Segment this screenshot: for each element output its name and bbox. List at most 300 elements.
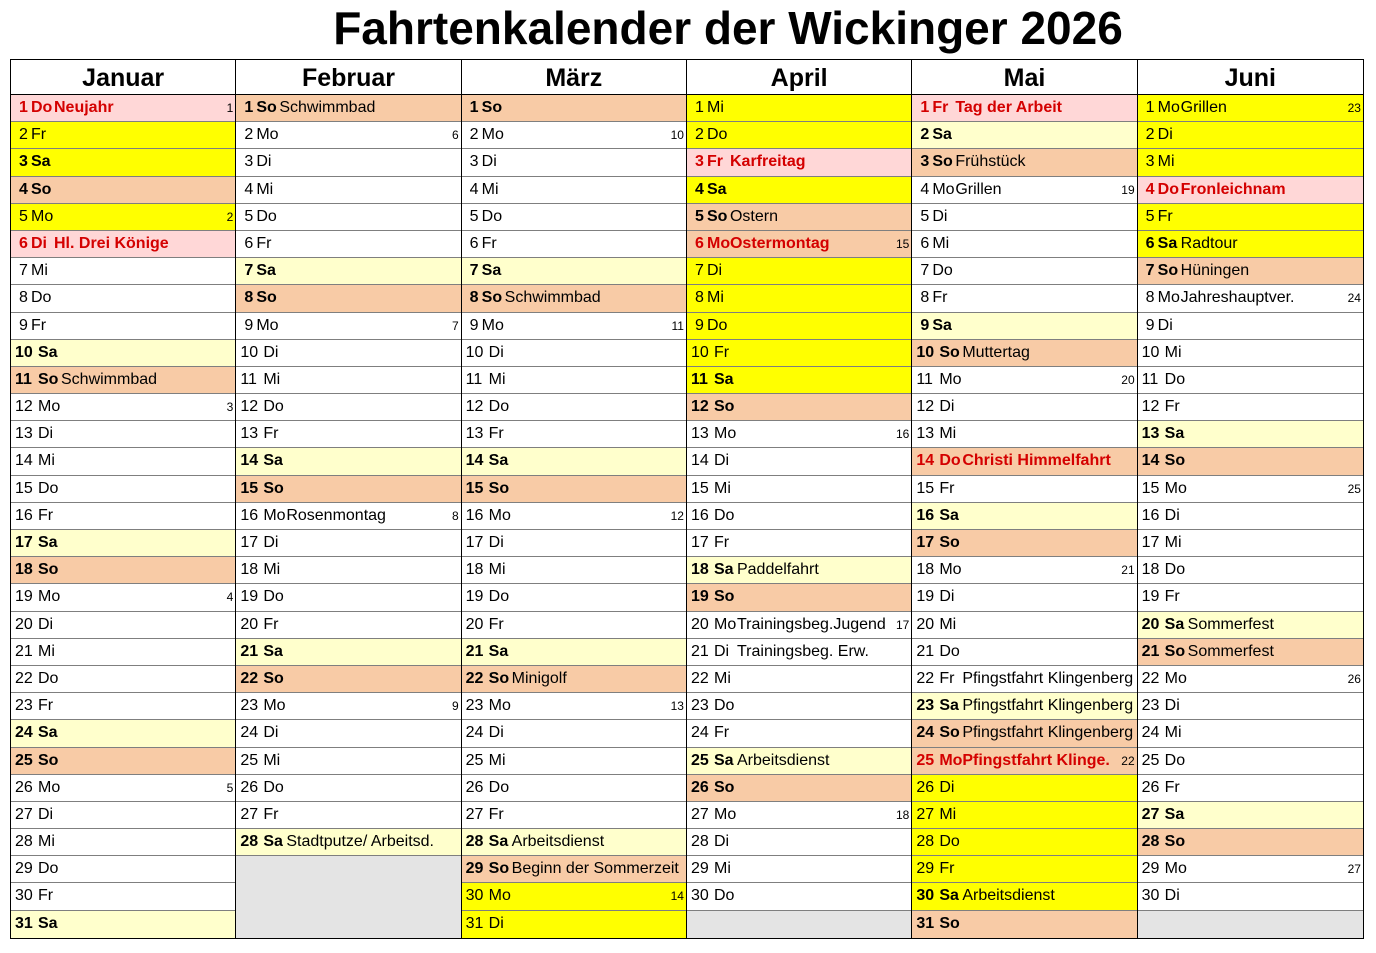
weekday: Sa bbox=[38, 534, 58, 551]
day-cell[interactable] bbox=[687, 883, 911, 910]
weekday: Mi bbox=[713, 479, 731, 497]
day-number: 26 bbox=[240, 778, 259, 796]
day-cell[interactable] bbox=[1138, 448, 1363, 475]
day-cell[interactable] bbox=[462, 231, 686, 258]
weekday: Fr bbox=[481, 234, 497, 252]
day-cell[interactable] bbox=[236, 149, 460, 176]
day-cell[interactable] bbox=[1138, 666, 1363, 693]
event-label: Pfingstfahrt Klingenberg bbox=[962, 724, 1134, 742]
day-cell[interactable] bbox=[11, 313, 235, 340]
day-cell[interactable] bbox=[912, 476, 1136, 503]
day-cell[interactable] bbox=[912, 748, 1136, 775]
day-number: 28 bbox=[916, 833, 935, 851]
day-cell[interactable] bbox=[687, 693, 911, 720]
day-cell[interactable] bbox=[236, 829, 460, 856]
day-cell[interactable] bbox=[11, 448, 235, 475]
day-cell[interactable] bbox=[236, 231, 460, 258]
day-cell[interactable] bbox=[11, 476, 235, 503]
weekday: Fr bbox=[713, 534, 730, 551]
day-number: 22 bbox=[1141, 669, 1160, 687]
day-cell[interactable] bbox=[687, 367, 911, 394]
weekday: Mo bbox=[939, 370, 962, 388]
day-cell[interactable] bbox=[1138, 693, 1363, 720]
day-cell[interactable] bbox=[11, 258, 235, 285]
day-number: 30 bbox=[690, 887, 709, 905]
day-cell[interactable] bbox=[236, 285, 460, 312]
day-cell[interactable] bbox=[687, 476, 911, 503]
day-cell[interactable] bbox=[236, 693, 460, 720]
month-column-februar bbox=[236, 60, 461, 938]
day-cell[interactable] bbox=[11, 285, 235, 312]
event-label: Schwimmbad bbox=[61, 370, 158, 388]
day-cell[interactable] bbox=[687, 720, 911, 747]
day-cell[interactable] bbox=[11, 231, 235, 258]
day-cell[interactable] bbox=[11, 639, 235, 666]
day-cell[interactable] bbox=[1138, 883, 1363, 910]
day-cell[interactable] bbox=[912, 883, 1136, 910]
day-cell[interactable] bbox=[236, 639, 460, 666]
day-cell[interactable] bbox=[236, 666, 460, 693]
weekday: Fr bbox=[263, 425, 279, 443]
day-cell[interactable] bbox=[11, 584, 235, 611]
day-cell[interactable] bbox=[11, 693, 235, 720]
day-cell[interactable] bbox=[912, 856, 1136, 883]
day-cell[interactable] bbox=[1138, 122, 1363, 149]
weekday: Fr bbox=[38, 697, 54, 715]
event-label: Hl. Drei Könige bbox=[54, 234, 169, 252]
day-cell[interactable] bbox=[462, 883, 686, 910]
day-cell[interactable] bbox=[687, 421, 911, 448]
day-cell[interactable] bbox=[462, 584, 686, 611]
day-cell[interactable] bbox=[912, 693, 1136, 720]
weekday: Do bbox=[939, 833, 960, 851]
day-number: 5 bbox=[920, 207, 930, 225]
weekday: Fr bbox=[939, 669, 955, 687]
day-number: 5 bbox=[694, 207, 704, 225]
weekday: Di bbox=[706, 262, 723, 280]
weekday: Mi bbox=[263, 751, 281, 769]
weekday: So bbox=[488, 669, 510, 687]
day-cell[interactable] bbox=[236, 313, 460, 340]
day-cell[interactable] bbox=[11, 829, 235, 856]
day-number: 8 bbox=[694, 289, 704, 307]
day-number: 9 bbox=[920, 316, 930, 334]
day-number: 20 bbox=[690, 615, 709, 633]
day-cell[interactable] bbox=[236, 748, 460, 775]
day-cell[interactable] bbox=[912, 313, 1136, 340]
day-cell[interactable] bbox=[462, 340, 686, 367]
day-cell[interactable] bbox=[1138, 476, 1363, 503]
day-number: 10 bbox=[15, 343, 33, 361]
weekday: Di bbox=[481, 153, 497, 171]
day-cell[interactable] bbox=[462, 476, 686, 503]
day-cell[interactable] bbox=[1138, 258, 1363, 285]
day-cell[interactable] bbox=[462, 693, 686, 720]
day-cell[interactable] bbox=[912, 584, 1136, 611]
day-cell[interactable] bbox=[687, 856, 911, 883]
day-number: 31 bbox=[916, 914, 935, 932]
day-cell[interactable] bbox=[11, 530, 235, 557]
day-cell[interactable] bbox=[1138, 557, 1363, 584]
day-number: 26 bbox=[1141, 778, 1160, 796]
day-number: 30 bbox=[465, 887, 484, 905]
month-header: April bbox=[687, 60, 911, 95]
day-cell[interactable] bbox=[11, 612, 235, 639]
day-cell[interactable] bbox=[1138, 231, 1363, 258]
day-number: 26 bbox=[916, 778, 935, 796]
day-cell[interactable] bbox=[462, 666, 686, 693]
weekday: Do bbox=[31, 289, 52, 307]
day-cell[interactable] bbox=[1138, 748, 1363, 775]
day-number: 8 bbox=[1145, 289, 1155, 307]
day-cell[interactable] bbox=[11, 204, 235, 231]
day-cell[interactable] bbox=[687, 204, 911, 231]
weekday: Sa bbox=[706, 180, 727, 198]
day-number: 14 bbox=[1141, 452, 1160, 470]
day-cell[interactable] bbox=[462, 95, 686, 122]
day-cell[interactable] bbox=[462, 639, 686, 666]
day-cell[interactable] bbox=[236, 530, 460, 557]
day-cell[interactable] bbox=[236, 95, 460, 122]
day-number: 9 bbox=[694, 316, 704, 334]
day-cell[interactable] bbox=[1138, 829, 1363, 856]
day-cell[interactable] bbox=[462, 122, 686, 149]
day-number: 31 bbox=[465, 914, 484, 932]
day-cell[interactable] bbox=[236, 340, 460, 367]
day-number: 19 bbox=[465, 588, 484, 606]
day-cell[interactable] bbox=[912, 666, 1136, 693]
day-cell[interactable] bbox=[462, 149, 686, 176]
weekday: So bbox=[481, 99, 503, 116]
day-cell[interactable] bbox=[11, 666, 235, 693]
day-cell[interactable] bbox=[687, 666, 911, 693]
week-number: 9 bbox=[451, 699, 459, 714]
weekday: Fr bbox=[713, 724, 730, 742]
event-label: Arbeitsdienst bbox=[511, 833, 605, 851]
day-cell[interactable] bbox=[236, 367, 460, 394]
day-cell[interactable] bbox=[912, 802, 1136, 829]
day-number: 17 bbox=[240, 534, 259, 551]
day-cell[interactable] bbox=[1138, 313, 1363, 340]
day-cell[interactable] bbox=[687, 340, 911, 367]
day-cell[interactable] bbox=[11, 748, 235, 775]
day-cell[interactable] bbox=[462, 258, 686, 285]
week-number: 25 bbox=[1347, 481, 1361, 496]
day-cell[interactable] bbox=[687, 122, 911, 149]
day-number: 29 bbox=[1141, 860, 1160, 878]
day-cell[interactable] bbox=[687, 557, 911, 584]
weekday: So bbox=[932, 153, 953, 171]
day-cell[interactable] bbox=[912, 503, 1136, 530]
day-number: 31 bbox=[15, 914, 33, 932]
weekday: Fr bbox=[1164, 588, 1180, 606]
day-cell[interactable] bbox=[687, 802, 911, 829]
day-number: 1 bbox=[244, 99, 254, 116]
day-number: 18 bbox=[15, 561, 33, 579]
day-number: 13 bbox=[916, 425, 935, 443]
day-cell[interactable] bbox=[462, 448, 686, 475]
day-cell[interactable] bbox=[687, 530, 911, 557]
day-number: 1 bbox=[920, 99, 930, 116]
day-cell[interactable] bbox=[236, 204, 460, 231]
weekday: Do bbox=[1157, 180, 1179, 198]
day-cell[interactable] bbox=[912, 557, 1136, 584]
day-cell[interactable] bbox=[11, 95, 235, 122]
day-cell[interactable] bbox=[687, 258, 911, 285]
day-cell[interactable] bbox=[1138, 285, 1363, 312]
day-cell[interactable] bbox=[912, 829, 1136, 856]
day-cell[interactable] bbox=[687, 748, 911, 775]
day-cell[interactable] bbox=[912, 285, 1136, 312]
day-cell[interactable] bbox=[687, 775, 911, 802]
week-number: 21 bbox=[1121, 563, 1135, 578]
day-cell[interactable] bbox=[462, 856, 686, 883]
day-cell[interactable] bbox=[236, 421, 460, 448]
day-cell[interactable] bbox=[462, 204, 686, 231]
weekday: Fr bbox=[713, 343, 730, 361]
event-label: Fronleichnam bbox=[1180, 180, 1286, 198]
day-cell[interactable] bbox=[11, 911, 235, 938]
day-cell[interactable] bbox=[912, 639, 1136, 666]
day-cell[interactable] bbox=[462, 313, 686, 340]
weekday: Sa bbox=[932, 316, 952, 334]
day-cell[interactable] bbox=[912, 149, 1136, 176]
weekday: Di bbox=[488, 724, 504, 742]
month-column-märz bbox=[462, 60, 687, 938]
weekday: Do bbox=[1164, 370, 1186, 388]
day-cell[interactable] bbox=[11, 856, 235, 883]
day-number: 26 bbox=[465, 778, 484, 796]
day-cell[interactable] bbox=[687, 95, 911, 122]
day-cell[interactable] bbox=[11, 149, 235, 176]
day-cell[interactable] bbox=[1138, 367, 1363, 394]
day-number: 28 bbox=[1141, 833, 1160, 851]
day-cell[interactable] bbox=[462, 177, 686, 204]
day-cell[interactable] bbox=[912, 258, 1136, 285]
day-cell[interactable] bbox=[236, 802, 460, 829]
day-cell[interactable] bbox=[687, 639, 911, 666]
day-cell[interactable] bbox=[687, 584, 911, 611]
day-number: 6 bbox=[469, 234, 479, 252]
week-number: 20 bbox=[1121, 372, 1135, 387]
day-number: 21 bbox=[690, 642, 709, 660]
day-cell[interactable] bbox=[11, 340, 235, 367]
day-cell[interactable] bbox=[236, 775, 460, 802]
day-cell[interactable] bbox=[236, 177, 460, 204]
day-number: 23 bbox=[15, 697, 33, 715]
day-cell[interactable] bbox=[1138, 802, 1363, 829]
day-cell[interactable] bbox=[1138, 612, 1363, 639]
day-number: 11 bbox=[916, 370, 933, 388]
day-cell[interactable] bbox=[912, 448, 1136, 475]
day-cell[interactable] bbox=[1138, 149, 1363, 176]
day-cell[interactable] bbox=[912, 367, 1136, 394]
day-cell[interactable] bbox=[236, 503, 460, 530]
day-cell[interactable] bbox=[462, 802, 686, 829]
weekday: Mi bbox=[1164, 534, 1182, 551]
day-cell[interactable] bbox=[236, 122, 460, 149]
day-cell[interactable] bbox=[912, 720, 1136, 747]
weekday: Sa bbox=[713, 370, 734, 388]
week-number: 1 bbox=[226, 101, 234, 115]
month-column-januar bbox=[11, 60, 236, 938]
day-cell[interactable] bbox=[11, 394, 235, 421]
day-cell[interactable] bbox=[1138, 856, 1363, 883]
day-cell[interactable] bbox=[462, 775, 686, 802]
weekday: Do bbox=[932, 262, 953, 280]
day-number: 28 bbox=[240, 833, 259, 851]
weekday: So bbox=[488, 479, 510, 497]
day-cell[interactable] bbox=[462, 911, 686, 938]
day-cell[interactable] bbox=[1138, 503, 1363, 530]
day-cell[interactable] bbox=[1138, 775, 1363, 802]
day-cell[interactable] bbox=[687, 149, 911, 176]
weekday: Mo bbox=[1164, 669, 1187, 687]
day-cell[interactable] bbox=[11, 802, 235, 829]
day-number: 7 bbox=[244, 262, 254, 280]
day-number: 25 bbox=[916, 751, 935, 769]
event-label: Radtour bbox=[1180, 234, 1238, 252]
weekday: Di bbox=[488, 914, 504, 932]
day-number: 27 bbox=[465, 805, 484, 823]
day-cell[interactable] bbox=[236, 612, 460, 639]
weekday: Mo bbox=[713, 425, 737, 443]
weekday: So bbox=[939, 914, 960, 932]
day-cell[interactable] bbox=[687, 231, 911, 258]
day-number: 2 bbox=[469, 126, 479, 144]
day-cell[interactable] bbox=[11, 421, 235, 448]
day-number: 7 bbox=[19, 262, 28, 280]
day-cell[interactable] bbox=[462, 612, 686, 639]
day-cell[interactable] bbox=[236, 258, 460, 285]
day-number: 8 bbox=[19, 289, 28, 307]
day-cell[interactable] bbox=[11, 883, 235, 910]
day-cell[interactable] bbox=[462, 829, 686, 856]
day-cell[interactable] bbox=[236, 394, 460, 421]
week-number: 10 bbox=[670, 128, 684, 143]
day-cell[interactable] bbox=[912, 530, 1136, 557]
day-cell[interactable] bbox=[1138, 584, 1363, 611]
day-cell[interactable] bbox=[462, 530, 686, 557]
day-cell[interactable] bbox=[687, 612, 911, 639]
week-number: 26 bbox=[1347, 671, 1361, 686]
weekday: So bbox=[939, 343, 960, 361]
day-cell[interactable] bbox=[11, 775, 235, 802]
day-cell[interactable] bbox=[462, 394, 686, 421]
day-cell[interactable] bbox=[687, 177, 911, 204]
day-cell[interactable] bbox=[11, 367, 235, 394]
day-cell[interactable] bbox=[462, 748, 686, 775]
day-cell[interactable] bbox=[912, 122, 1136, 149]
day-cell[interactable] bbox=[1138, 720, 1363, 747]
event-label: Jahreshauptver. bbox=[1180, 289, 1295, 307]
day-cell[interactable] bbox=[11, 503, 235, 530]
day-cell[interactable] bbox=[462, 285, 686, 312]
day-number: 4 bbox=[469, 180, 479, 198]
day-cell[interactable] bbox=[236, 720, 460, 747]
day-cell[interactable] bbox=[912, 775, 1136, 802]
day-cell[interactable] bbox=[1138, 204, 1363, 231]
day-cell[interactable] bbox=[1138, 394, 1363, 421]
day-cell[interactable] bbox=[687, 829, 911, 856]
day-cell[interactable] bbox=[462, 503, 686, 530]
day-cell[interactable] bbox=[912, 394, 1136, 421]
day-number: 22 bbox=[465, 669, 484, 687]
day-cell[interactable] bbox=[912, 231, 1136, 258]
day-cell[interactable] bbox=[462, 421, 686, 448]
weekday: Di bbox=[1157, 316, 1173, 334]
day-cell[interactable] bbox=[912, 911, 1136, 938]
day-number: 16 bbox=[1141, 506, 1160, 524]
day-number: 27 bbox=[1141, 805, 1160, 823]
weekday: So bbox=[263, 479, 284, 497]
event-label: Neujahr bbox=[54, 99, 114, 116]
day-cell[interactable] bbox=[912, 612, 1136, 639]
day-cell[interactable] bbox=[11, 557, 235, 584]
day-cell[interactable] bbox=[11, 177, 235, 204]
day-cell[interactable] bbox=[687, 448, 911, 475]
day-cell[interactable] bbox=[236, 557, 460, 584]
day-cell[interactable] bbox=[912, 95, 1136, 122]
weekday: So bbox=[38, 751, 59, 769]
month-column-juni bbox=[1138, 60, 1363, 938]
day-number: 12 bbox=[1141, 398, 1160, 416]
day-cell[interactable] bbox=[687, 285, 911, 312]
weekday: Mo bbox=[488, 887, 511, 905]
day-cell[interactable] bbox=[1138, 530, 1363, 557]
day-cell[interactable] bbox=[11, 122, 235, 149]
day-cell[interactable] bbox=[687, 313, 911, 340]
day-number: 19 bbox=[240, 588, 259, 606]
day-cell[interactable] bbox=[1138, 95, 1363, 122]
weekday: Mi bbox=[256, 180, 274, 198]
day-number: 18 bbox=[1141, 561, 1160, 579]
page-title: Fahrtenkalender der Wickinger 2026 bbox=[333, 2, 1123, 54]
day-cell[interactable] bbox=[462, 720, 686, 747]
day-cell[interactable] bbox=[462, 367, 686, 394]
weekday: Sa bbox=[488, 452, 509, 470]
weekday: Mi bbox=[706, 289, 724, 307]
day-number: 29 bbox=[690, 860, 709, 878]
weekday: So bbox=[713, 398, 735, 416]
day-cell[interactable] bbox=[687, 503, 911, 530]
day-cell[interactable] bbox=[687, 394, 911, 421]
day-number: 11 bbox=[690, 370, 708, 388]
weekday: Do bbox=[713, 697, 735, 715]
day-cell[interactable] bbox=[236, 448, 460, 475]
day-cell[interactable] bbox=[1138, 177, 1363, 204]
day-number: 4 bbox=[694, 180, 704, 198]
day-cell[interactable] bbox=[912, 204, 1136, 231]
day-number: 1 bbox=[1145, 99, 1155, 116]
day-cell[interactable] bbox=[912, 421, 1136, 448]
weekday: Mo bbox=[256, 316, 279, 334]
day-cell[interactable] bbox=[912, 177, 1136, 204]
day-cell[interactable] bbox=[236, 584, 460, 611]
weekday: Di bbox=[31, 234, 47, 252]
day-cell[interactable] bbox=[1138, 421, 1363, 448]
day-number: 23 bbox=[690, 697, 709, 715]
day-cell[interactable] bbox=[1138, 639, 1363, 666]
day-cell[interactable] bbox=[912, 340, 1136, 367]
week-number: 17 bbox=[895, 617, 910, 632]
day-cell[interactable] bbox=[1138, 340, 1363, 367]
day-cell[interactable] bbox=[236, 476, 460, 503]
event-label: Pfingstfahrt Klinge. bbox=[962, 751, 1110, 769]
weekday: Di bbox=[939, 398, 955, 416]
day-cell[interactable] bbox=[462, 557, 686, 584]
day-cell[interactable] bbox=[11, 720, 235, 747]
